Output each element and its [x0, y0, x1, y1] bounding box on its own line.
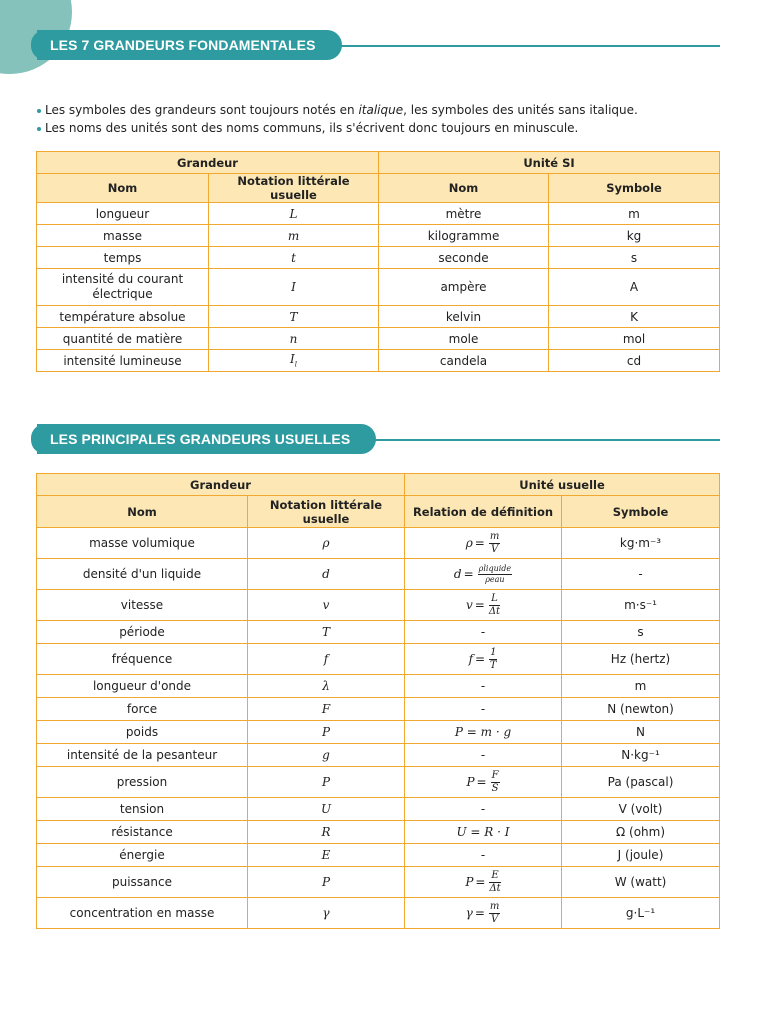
fraction-numerator: E	[491, 869, 499, 881]
cell-unit-symbol: K	[549, 306, 720, 328]
note-text: , les symboles des unités sans italique.	[403, 103, 638, 117]
cell-notation: n	[209, 328, 379, 350]
relation-formula	[465, 592, 501, 617]
cell-name: résistance	[37, 821, 248, 844]
fraction	[489, 902, 500, 925]
column-header: Symbole	[549, 174, 720, 203]
cell-relation	[405, 744, 562, 767]
cell-name: tension	[37, 798, 248, 821]
cell-name: longueur	[37, 203, 209, 225]
cell-unit-name: kilogramme	[379, 225, 549, 247]
formula-lhs: γ	[465, 905, 473, 920]
table-row	[37, 898, 720, 929]
fraction-numerator: ρliquide	[478, 563, 512, 573]
cell-unit-symbol: cd	[549, 350, 720, 372]
cell-relation	[405, 821, 562, 844]
cell-notation: γ	[248, 898, 405, 929]
relation-text: -	[480, 625, 486, 639]
cell-name: poids	[37, 721, 248, 744]
cell-unit-name: mole	[379, 328, 549, 350]
column-header: Nom	[37, 496, 248, 528]
note-italic-word: italique	[358, 103, 404, 117]
cell-notation: T	[209, 306, 379, 328]
cell-unit-symbol: J (joule)	[562, 844, 720, 867]
group-header: Unité SI	[379, 152, 720, 174]
relation-formula	[453, 563, 512, 584]
formula-lhs: v	[465, 597, 473, 612]
relation-text: -	[480, 679, 486, 693]
cell-unit-symbol: m·s⁻¹	[562, 590, 720, 621]
cell-unit-symbol: m	[549, 203, 720, 225]
cell-name: énergie	[37, 844, 248, 867]
cell-unit-name: ampère	[379, 269, 549, 306]
formula-lhs: P	[465, 874, 474, 889]
cell-relation	[405, 675, 562, 698]
table-row	[37, 675, 720, 698]
table-row	[37, 203, 720, 225]
cell-unit-name: kelvin	[379, 306, 549, 328]
table-row	[37, 767, 720, 798]
table-row	[37, 306, 720, 328]
formula-lhs: d	[453, 566, 462, 581]
note-item	[37, 102, 638, 120]
cell-unit-symbol: Hz (hertz)	[562, 644, 720, 675]
table-row	[37, 328, 720, 350]
cell-relation	[405, 590, 562, 621]
fraction	[489, 532, 500, 555]
table-row	[37, 721, 720, 744]
cell-unit-symbol: Ω (ohm)	[562, 821, 720, 844]
cell-notation: F	[248, 698, 405, 721]
cell-notation: f	[248, 644, 405, 675]
column-header: Notation littérale usuelle	[209, 174, 379, 203]
cell-name: température absolue	[37, 306, 209, 328]
cell-unit-name: candela	[379, 350, 549, 372]
cell-notation: P	[248, 767, 405, 798]
table-row	[37, 844, 720, 867]
cell-notation: P	[248, 867, 405, 898]
fraction	[489, 594, 500, 617]
cell-notation: P	[248, 721, 405, 744]
cell-unit-symbol: N (newton)	[562, 698, 720, 721]
cell-name: masse	[37, 225, 209, 247]
equals-sign: =	[476, 774, 487, 789]
fundamental-quantities-table	[36, 151, 720, 372]
cell-name: masse volumique	[37, 528, 248, 559]
cell-unit-symbol: kg	[549, 225, 720, 247]
section-header-fundamental	[37, 30, 720, 60]
fraction-denominator: T	[489, 659, 497, 671]
cell-unit-symbol: A	[549, 269, 720, 306]
equals-sign: =	[463, 566, 474, 581]
fraction	[478, 565, 513, 584]
note-item	[37, 120, 638, 138]
relation-text: -	[480, 748, 486, 762]
fraction-denominator: S	[491, 782, 499, 794]
cell-unit-symbol: Pa (pascal)	[562, 767, 720, 798]
cell-name: temps	[37, 247, 209, 269]
cell-unit-symbol: mol	[549, 328, 720, 350]
group-header: Grandeur	[37, 152, 379, 174]
relation-formula	[466, 769, 499, 794]
relation-text: P = m · g	[454, 725, 512, 739]
cell-relation	[405, 644, 562, 675]
fraction-numerator: 1	[490, 646, 497, 658]
cell-name: fréquence	[37, 644, 248, 675]
fraction	[489, 648, 497, 671]
cell-name: pression	[37, 767, 248, 798]
table-row	[37, 821, 720, 844]
cell-unit-symbol: V (volt)	[562, 798, 720, 821]
fraction-numerator: m	[489, 530, 500, 542]
cell-notation	[209, 350, 379, 372]
table-row	[37, 590, 720, 621]
table-row	[37, 798, 720, 821]
table-row	[37, 350, 720, 372]
table-row	[37, 867, 720, 898]
cell-relation	[405, 767, 562, 798]
cell-unit-symbol: -	[562, 559, 720, 590]
cell-name: quantité de matière	[37, 328, 209, 350]
cell-notation: L	[209, 203, 379, 225]
formula-lhs: P	[466, 774, 475, 789]
table-row	[37, 528, 720, 559]
cell-notation: d	[248, 559, 405, 590]
cell-notation: U	[248, 798, 405, 821]
fraction-denominator: Δt	[489, 882, 501, 894]
section-header-usual	[37, 424, 720, 454]
cell-relation	[405, 698, 562, 721]
fraction-denominator: ρeau	[485, 574, 505, 584]
table-row	[37, 698, 720, 721]
cell-unit-symbol: g·L⁻¹	[562, 898, 720, 929]
table-row	[37, 247, 720, 269]
table-row	[37, 559, 720, 590]
cell-unit-symbol: s	[549, 247, 720, 269]
table-row	[37, 621, 720, 644]
equals-sign: =	[474, 905, 485, 920]
table-row	[37, 225, 720, 247]
section-rule	[355, 439, 720, 441]
table-row	[37, 644, 720, 675]
section-rule	[327, 45, 720, 47]
cell-relation	[405, 898, 562, 929]
cell-unit-symbol: s	[562, 621, 720, 644]
relation-text: U = R · I	[456, 825, 510, 839]
relation-formula	[468, 646, 498, 671]
column-header: Notation littérale usuelle	[248, 496, 405, 528]
notation-subscript: l	[294, 360, 297, 369]
notation-symbol: I	[290, 352, 295, 367]
cell-name: intensité lumineuse	[37, 350, 209, 372]
relation-formula	[465, 869, 501, 894]
cell-unit-name: mètre	[379, 203, 549, 225]
cell-name: force	[37, 698, 248, 721]
cell-unit-symbol: m	[562, 675, 720, 698]
cell-notation: I	[209, 269, 379, 306]
relation-formula	[465, 900, 501, 925]
fraction-denominator: V	[491, 913, 499, 925]
cell-unit-symbol: kg·m⁻³	[562, 528, 720, 559]
fraction	[491, 771, 500, 794]
cell-notation: v	[248, 590, 405, 621]
section-title: LES 7 GRANDEURS FONDAMENTALES	[37, 30, 342, 60]
cell-name: vitesse	[37, 590, 248, 621]
group-header: Unité usuelle	[405, 474, 720, 496]
cell-unit-symbol: N	[562, 721, 720, 744]
group-header: Grandeur	[37, 474, 405, 496]
cell-name: puissance	[37, 867, 248, 898]
relation-text: -	[480, 848, 486, 862]
cell-notation: m	[209, 225, 379, 247]
relation-text: -	[480, 802, 486, 816]
cell-relation	[405, 867, 562, 898]
notes-list	[37, 102, 638, 137]
cell-name: intensité du courant électrique	[37, 269, 209, 306]
fraction-numerator: L	[489, 594, 500, 606]
relation-text: -	[480, 702, 486, 716]
equals-sign: =	[475, 651, 486, 666]
cell-unit-symbol: N·kg⁻¹	[562, 744, 720, 767]
fraction-numerator: m	[489, 900, 500, 912]
cell-name: densité d'un liquide	[37, 559, 248, 590]
usual-quantities-table	[36, 473, 720, 929]
cell-relation	[405, 559, 562, 590]
cell-relation	[405, 621, 562, 644]
table-row	[37, 269, 720, 306]
cell-name: longueur d'onde	[37, 675, 248, 698]
formula-lhs: ρ	[465, 535, 473, 550]
fraction-denominator: V	[490, 543, 499, 555]
cell-name: période	[37, 621, 248, 644]
cell-relation	[405, 844, 562, 867]
section-title: LES PRINCIPALES GRANDEURS USUELLES	[37, 424, 376, 454]
cell-notation: λ	[248, 675, 405, 698]
formula-lhs: f	[468, 651, 474, 666]
column-header: Symbole	[562, 496, 720, 528]
cell-notation: ρ	[248, 528, 405, 559]
equals-sign: =	[474, 535, 485, 550]
fraction-numerator: F	[491, 769, 499, 781]
cell-notation: R	[248, 821, 405, 844]
fraction	[489, 871, 500, 894]
equals-sign: =	[475, 874, 486, 889]
cell-unit-name: seconde	[379, 247, 549, 269]
cell-notation: T	[248, 621, 405, 644]
cell-notation: g	[248, 744, 405, 767]
cell-name: intensité de la pesanteur	[37, 744, 248, 767]
cell-unit-symbol: W (watt)	[562, 867, 720, 898]
cell-relation	[405, 721, 562, 744]
cell-relation	[405, 528, 562, 559]
column-header: Nom	[37, 174, 209, 203]
cell-notation: E	[248, 844, 405, 867]
column-header: Nom	[379, 174, 549, 203]
cell-relation	[405, 798, 562, 821]
column-header: Relation de définition	[405, 496, 562, 528]
note-text: Les symboles des grandeurs sont toujours notés en	[45, 103, 359, 117]
equals-sign: =	[474, 597, 485, 612]
relation-formula	[465, 530, 501, 555]
cell-notation: t	[209, 247, 379, 269]
note-text: Les noms des unités sont des noms communs, ils s'écrivent donc toujours en minuscule.	[45, 120, 579, 135]
cell-name: concentration en masse	[37, 898, 248, 929]
table-row	[37, 744, 720, 767]
fraction-denominator: Δt	[488, 605, 501, 617]
